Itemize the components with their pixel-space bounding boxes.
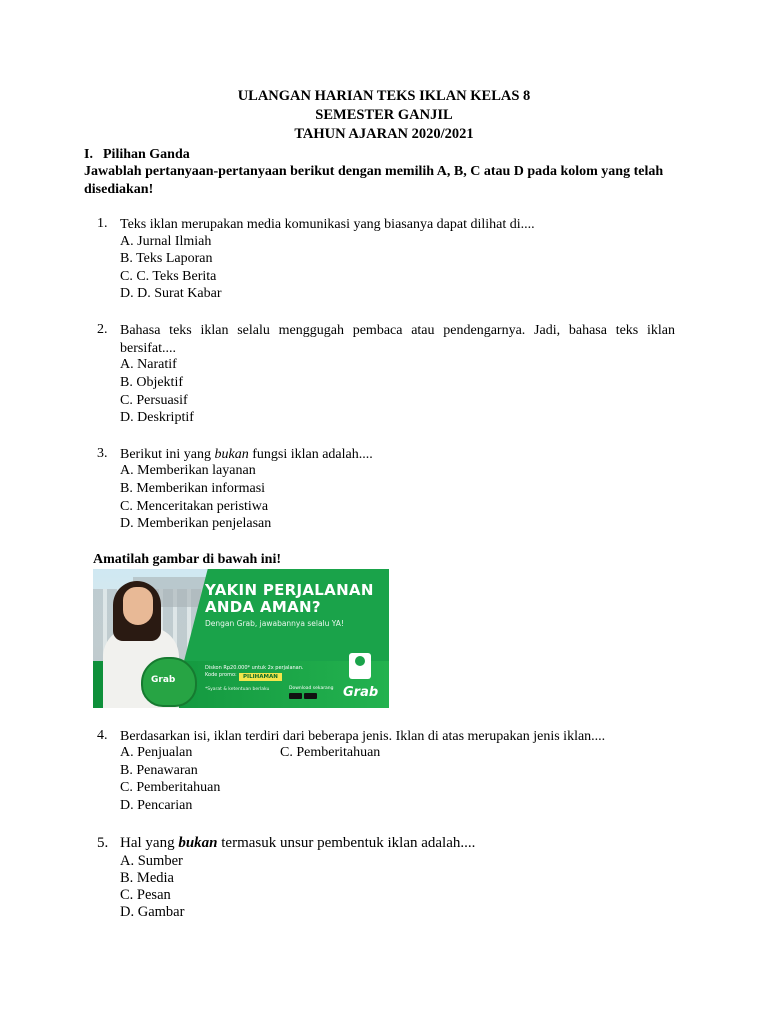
option-letter: C. (120, 780, 133, 795)
question-3-text-italic: bukan (214, 447, 249, 462)
option-text: D. Surat Kabar (137, 286, 222, 301)
question-5-text-emphasis: bukan (178, 835, 218, 851)
option-letter: D. (120, 516, 134, 531)
option-text: Memberikan penjelasan (137, 516, 272, 531)
question-3-option-b[interactable] (120, 481, 265, 497)
option-text: Jurnal Ilmiah (137, 234, 212, 249)
question-3-text-after: fungsi iklan adalah.... (252, 447, 373, 462)
option-text: Pencarian (137, 798, 193, 813)
option-text: Media (136, 870, 174, 886)
question-2-option-c[interactable] (120, 393, 188, 409)
option-letter: C. (120, 393, 133, 408)
ad-headline (205, 582, 374, 616)
option-letter: B. (120, 481, 133, 496)
option-letter: D. (120, 904, 135, 920)
exam-year: TAHUN AJARAN 2020/2021 (294, 126, 474, 142)
question-3-option-a[interactable] (120, 463, 256, 479)
option-letter: D. (120, 410, 134, 425)
option-text: Pesan (136, 887, 171, 903)
option-text: Gambar (137, 904, 185, 920)
option-letter: A. (120, 357, 134, 372)
exam-title: ULANGAN HARIAN TEKS IKLAN KELAS 8 (237, 88, 531, 104)
question-2-text-line1: Bahasa teks iklan selalu menggugah pembaca atau pendengarnya. Jadi, bahasa teks iklan (120, 323, 675, 338)
question-3-option-d[interactable] (120, 516, 271, 532)
question-2-option-b[interactable] (120, 375, 183, 391)
app-store-badge-icon (289, 693, 302, 699)
option-text: Memberikan informasi (136, 481, 266, 496)
option-letter: B. (120, 251, 133, 266)
option-text: Menceritakan peristiwa (136, 499, 269, 514)
section-instruction-line2: disediakan! (84, 182, 154, 197)
ad-promo-code: PILIHAMAN (239, 673, 282, 681)
question-3-text-before: Berikut ini yang (120, 447, 211, 462)
ad-download-text: Download sekarang (289, 686, 334, 691)
question-5-option-d[interactable] (120, 904, 184, 921)
question-5-text-before: Hal yang (120, 835, 175, 851)
question-1-option-c[interactable] (120, 269, 216, 285)
option-text: Sumber (137, 853, 183, 869)
question-2-text-line2: bersifat.... (120, 341, 176, 356)
question-4-text: Berdasarkan isi, iklan terdiri dari beberapa jenis. Iklan di atas merupakan jenis iklan.... (120, 729, 606, 744)
option-letter: A. (120, 234, 134, 249)
ad-terms: *Syarat & ketentuan berlaku (205, 687, 270, 692)
option-letter: D. (120, 286, 134, 301)
image-instruction: Amatilah gambar di bawah ini! (93, 552, 281, 567)
option-letter: A. (120, 853, 135, 869)
option-text: Teks Laporan (136, 251, 213, 266)
google-play-badge-icon (304, 693, 317, 699)
question-1-option-d[interactable] (120, 286, 222, 302)
option-letter: D. (120, 798, 134, 813)
ad-headline-line2: ANDA AMAN? (205, 598, 321, 616)
ad-headline-line1: YAKIN PERJALANAN (205, 581, 374, 599)
option-text: Naratif (137, 357, 177, 372)
option-letter: B. (120, 375, 133, 390)
ad-promo-line1: Diskon Rp20.000* untuk 2x perjalanan. (205, 665, 304, 671)
option-letter: B. (120, 870, 134, 886)
question-5-option-a[interactable] (120, 853, 183, 870)
option-letter: B. (120, 763, 133, 778)
question-1-text: Teks iklan merupakan media komunikasi yang biasanya dapat dilihat di.... (120, 217, 535, 232)
question-4-option-a[interactable] (120, 745, 192, 761)
section-title: Pilihan Ganda (103, 147, 190, 162)
question-3-option-c[interactable] (120, 499, 268, 515)
ad-subline: Dengan Grab, jawabannya selalu YA! (205, 619, 344, 628)
woman-face-graphic (123, 587, 153, 625)
ad-promo-line2: Kode promo: (205, 672, 237, 678)
grab-logo-icon (355, 656, 365, 666)
question-5-text (120, 835, 475, 852)
question-1-option-a[interactable] (120, 234, 211, 250)
question-5-option-b[interactable] (120, 870, 174, 887)
question-4-extra-option[interactable]: C. Pemberitahuan (280, 745, 381, 760)
section-instruction-line1: Jawablah pertanyaan-pertanyaan berikut dengan memilih A, B, C atau D pada kolom yang telah (84, 164, 664, 179)
grab-advertisement-image (93, 569, 389, 708)
option-letter: C. (120, 269, 133, 284)
question-1-number: 1. (97, 216, 108, 231)
question-4-number: 4. (97, 728, 108, 743)
option-text: Penawaran (136, 763, 198, 778)
option-text: Objektif (136, 375, 183, 390)
section-numeral: I. (84, 147, 93, 162)
question-2-option-a[interactable] (120, 357, 177, 373)
option-letter: C. (120, 887, 134, 903)
question-2-number: 2. (97, 322, 108, 337)
question-1-option-b[interactable] (120, 251, 212, 267)
helmet-brand-text: Grab (151, 675, 176, 685)
exam-semester: SEMESTER GANJIL (315, 107, 453, 123)
option-text: Persuasif (136, 393, 188, 408)
question-2-option-d[interactable] (120, 410, 194, 426)
question-4-option-d[interactable] (120, 798, 192, 814)
grab-logo-text: Grab (343, 685, 379, 700)
question-4-option-b[interactable] (120, 763, 198, 779)
option-text: C. Teks Berita (136, 269, 217, 284)
option-letter: A. (120, 745, 134, 760)
option-letter: C. (120, 499, 133, 514)
question-3-text (120, 446, 373, 464)
question-5-number: 5. (97, 835, 109, 851)
option-text: Pemberitahuan (136, 780, 221, 795)
option-text: Memberikan layanan (137, 463, 256, 478)
question-5-text-after: termasuk unsur pembentuk iklan adalah.... (221, 835, 476, 851)
option-letter: A. (120, 463, 134, 478)
question-3-number: 3. (97, 446, 108, 461)
option-text: Penjualan (137, 745, 193, 760)
option-text: Deskriptif (137, 410, 194, 425)
question-5-option-c[interactable] (120, 887, 171, 904)
question-4-option-c[interactable] (120, 780, 220, 796)
